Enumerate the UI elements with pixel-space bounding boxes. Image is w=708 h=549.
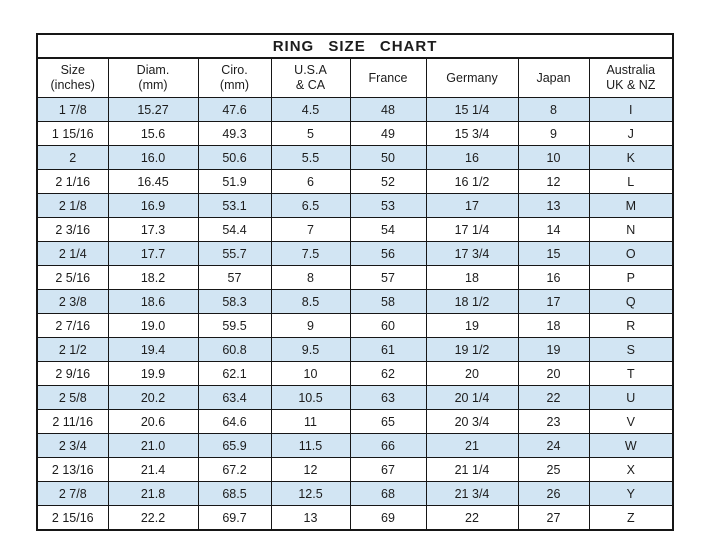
cell-germany: 18 1/2: [426, 290, 518, 314]
cell-australia-uk-nz: T: [589, 362, 673, 386]
cell-australia-uk-nz: N: [589, 218, 673, 242]
column-header-sublabel: (mm): [219, 78, 250, 92]
cell-germany: 15 1/4: [426, 98, 518, 122]
cell-size-inches: 2 5/8: [37, 386, 108, 410]
table-body: [37, 98, 673, 531]
cell-size-inches: 2 11/16: [37, 410, 108, 434]
cell-australia-uk-nz: V: [589, 410, 673, 434]
cell-japan: 9: [518, 122, 589, 146]
cell-usa-ca: 9.5: [271, 338, 350, 362]
chart-title: RING SIZE CHART: [37, 34, 673, 58]
title-row: [37, 34, 673, 58]
cell-diam-mm: 20.6: [108, 410, 198, 434]
cell-usa-ca: 12: [271, 458, 350, 482]
cell-diam-mm: 19.0: [108, 314, 198, 338]
cell-germany: 15 3/4: [426, 122, 518, 146]
cell-germany: 16 1/2: [426, 170, 518, 194]
cell-usa-ca: 6.5: [271, 194, 350, 218]
cell-germany: 17 1/4: [426, 218, 518, 242]
cell-japan: 25: [518, 458, 589, 482]
cell-france: 61: [350, 338, 426, 362]
cell-ciro-mm: 65.9: [198, 434, 271, 458]
column-header-germany: [426, 58, 518, 98]
cell-australia-uk-nz: I: [589, 98, 673, 122]
cell-usa-ca: 12.5: [271, 482, 350, 506]
cell-japan: 26: [518, 482, 589, 506]
cell-france: 68: [350, 482, 426, 506]
cell-australia-uk-nz: Q: [589, 290, 673, 314]
cell-australia-uk-nz: R: [589, 314, 673, 338]
column-header-sublabel: (mm): [138, 78, 168, 92]
cell-ciro-mm: 51.9: [198, 170, 271, 194]
table-row: [37, 242, 673, 266]
table-row: [37, 218, 673, 242]
cell-japan: 16: [518, 266, 589, 290]
cell-germany: 19: [426, 314, 518, 338]
column-header-label: Ciro.: [221, 63, 248, 77]
table-row: [37, 194, 673, 218]
cell-france: 65: [350, 410, 426, 434]
cell-australia-uk-nz: J: [589, 122, 673, 146]
cell-usa-ca: 5: [271, 122, 350, 146]
cell-france: 50: [350, 146, 426, 170]
cell-ciro-mm: 68.5: [198, 482, 271, 506]
table-row: [37, 122, 673, 146]
cell-france: 60: [350, 314, 426, 338]
cell-australia-uk-nz: X: [589, 458, 673, 482]
column-header-ciro-mm: [198, 58, 271, 98]
cell-size-inches: 2 1/4: [37, 242, 108, 266]
cell-size-inches: 2 7/16: [37, 314, 108, 338]
column-header-france: [350, 58, 426, 98]
cell-size-inches: 2 3/8: [37, 290, 108, 314]
cell-usa-ca: 8: [271, 266, 350, 290]
column-header-label: Size: [60, 63, 85, 77]
cell-usa-ca: 7: [271, 218, 350, 242]
column-header-australia-uk-nz: [589, 58, 673, 98]
cell-diam-mm: 19.9: [108, 362, 198, 386]
cell-ciro-mm: 64.6: [198, 410, 271, 434]
cell-ciro-mm: 50.6: [198, 146, 271, 170]
cell-japan: 13: [518, 194, 589, 218]
column-header-sublabel: & CA: [295, 78, 326, 92]
column-header-label: Germany: [446, 70, 498, 85]
ring-size-chart: [36, 33, 672, 525]
column-header-sublabel: UK & NZ: [606, 78, 656, 92]
cell-france: 48: [350, 98, 426, 122]
cell-japan: 20: [518, 362, 589, 386]
cell-france: 58: [350, 290, 426, 314]
table-row: [37, 98, 673, 122]
cell-ciro-mm: 47.6: [198, 98, 271, 122]
cell-france: 56: [350, 242, 426, 266]
cell-australia-uk-nz: S: [589, 338, 673, 362]
cell-japan: 18: [518, 314, 589, 338]
cell-size-inches: 2 3/16: [37, 218, 108, 242]
cell-japan: 12: [518, 170, 589, 194]
cell-australia-uk-nz: M: [589, 194, 673, 218]
cell-germany: 18: [426, 266, 518, 290]
cell-japan: 10: [518, 146, 589, 170]
cell-usa-ca: 13: [271, 506, 350, 531]
cell-ciro-mm: 69.7: [198, 506, 271, 531]
table-row: [37, 338, 673, 362]
column-header-sublabel: (inches): [50, 78, 95, 92]
cell-usa-ca: 9: [271, 314, 350, 338]
cell-australia-uk-nz: L: [589, 170, 673, 194]
cell-japan: 14: [518, 218, 589, 242]
cell-germany: 21 1/4: [426, 458, 518, 482]
cell-size-inches: 2 15/16: [37, 506, 108, 531]
cell-ciro-mm: 62.1: [198, 362, 271, 386]
cell-diam-mm: 19.4: [108, 338, 198, 362]
cell-diam-mm: 21.0: [108, 434, 198, 458]
cell-size-inches: 2 9/16: [37, 362, 108, 386]
cell-australia-uk-nz: U: [589, 386, 673, 410]
cell-usa-ca: 11: [271, 410, 350, 434]
cell-size-inches: 1 7/8: [37, 98, 108, 122]
cell-diam-mm: 16.0: [108, 146, 198, 170]
cell-france: 69: [350, 506, 426, 531]
cell-australia-uk-nz: O: [589, 242, 673, 266]
cell-germany: 17: [426, 194, 518, 218]
cell-japan: 15: [518, 242, 589, 266]
cell-usa-ca: 5.5: [271, 146, 350, 170]
cell-germany: 20: [426, 362, 518, 386]
cell-usa-ca: 11.5: [271, 434, 350, 458]
cell-france: 57: [350, 266, 426, 290]
cell-france: 62: [350, 362, 426, 386]
cell-usa-ca: 10: [271, 362, 350, 386]
cell-ciro-mm: 63.4: [198, 386, 271, 410]
column-header-japan: [518, 58, 589, 98]
table-row: [37, 170, 673, 194]
table-row: [37, 386, 673, 410]
cell-usa-ca: 6: [271, 170, 350, 194]
cell-usa-ca: 7.5: [271, 242, 350, 266]
cell-size-inches: 2 7/8: [37, 482, 108, 506]
cell-diam-mm: 21.8: [108, 482, 198, 506]
cell-ciro-mm: 53.1: [198, 194, 271, 218]
cell-japan: 17: [518, 290, 589, 314]
cell-usa-ca: 8.5: [271, 290, 350, 314]
cell-france: 63: [350, 386, 426, 410]
cell-diam-mm: 22.2: [108, 506, 198, 531]
cell-germany: 22: [426, 506, 518, 531]
cell-diam-mm: 20.2: [108, 386, 198, 410]
cell-usa-ca: 10.5: [271, 386, 350, 410]
cell-germany: 20 1/4: [426, 386, 518, 410]
cell-ciro-mm: 58.3: [198, 290, 271, 314]
cell-ciro-mm: 60.8: [198, 338, 271, 362]
cell-ciro-mm: 57: [198, 266, 271, 290]
cell-france: 52: [350, 170, 426, 194]
column-header-label: Diam.: [136, 63, 170, 77]
cell-germany: 16: [426, 146, 518, 170]
cell-germany: 17 3/4: [426, 242, 518, 266]
cell-germany: 19 1/2: [426, 338, 518, 362]
table-row: [37, 314, 673, 338]
cell-japan: 23: [518, 410, 589, 434]
table-row: [37, 506, 673, 531]
cell-australia-uk-nz: Y: [589, 482, 673, 506]
table-row: [37, 362, 673, 386]
cell-australia-uk-nz: P: [589, 266, 673, 290]
cell-usa-ca: 4.5: [271, 98, 350, 122]
column-header-usa-ca: [271, 58, 350, 98]
table-row: [37, 434, 673, 458]
cell-size-inches: 2 13/16: [37, 458, 108, 482]
cell-germany: 21: [426, 434, 518, 458]
cell-diam-mm: 21.4: [108, 458, 198, 482]
cell-australia-uk-nz: Z: [589, 506, 673, 531]
cell-australia-uk-nz: K: [589, 146, 673, 170]
cell-japan: 27: [518, 506, 589, 531]
table-row: [37, 482, 673, 506]
cell-ciro-mm: 49.3: [198, 122, 271, 146]
column-header-label: France: [368, 70, 408, 85]
table-row: [37, 266, 673, 290]
table-row: [37, 458, 673, 482]
cell-ciro-mm: 67.2: [198, 458, 271, 482]
cell-japan: 22: [518, 386, 589, 410]
ring-size-table: [36, 33, 674, 531]
cell-japan: 8: [518, 98, 589, 122]
cell-diam-mm: 15.6: [108, 122, 198, 146]
cell-size-inches: 2 3/4: [37, 434, 108, 458]
cell-ciro-mm: 55.7: [198, 242, 271, 266]
column-header-label: Australia: [606, 63, 656, 77]
cell-france: 53: [350, 194, 426, 218]
cell-size-inches: 2 1/8: [37, 194, 108, 218]
cell-diam-mm: 16.9: [108, 194, 198, 218]
cell-australia-uk-nz: W: [589, 434, 673, 458]
cell-size-inches: 1 15/16: [37, 122, 108, 146]
cell-size-inches: 2 1/2: [37, 338, 108, 362]
cell-france: 67: [350, 458, 426, 482]
column-header-label: Japan: [536, 70, 571, 85]
cell-size-inches: 2 5/16: [37, 266, 108, 290]
column-header-size-inches: [37, 58, 108, 98]
cell-diam-mm: 16.45: [108, 170, 198, 194]
cell-germany: 21 3/4: [426, 482, 518, 506]
cell-diam-mm: 18.2: [108, 266, 198, 290]
cell-germany: 20 3/4: [426, 410, 518, 434]
cell-france: 66: [350, 434, 426, 458]
cell-size-inches: 2: [37, 146, 108, 170]
cell-diam-mm: 17.3: [108, 218, 198, 242]
table-row: [37, 146, 673, 170]
cell-japan: 19: [518, 338, 589, 362]
cell-france: 54: [350, 218, 426, 242]
header-row: [37, 58, 673, 98]
cell-diam-mm: 18.6: [108, 290, 198, 314]
cell-diam-mm: 17.7: [108, 242, 198, 266]
column-header-diam-mm: [108, 58, 198, 98]
table-row: [37, 410, 673, 434]
table-row: [37, 290, 673, 314]
cell-france: 49: [350, 122, 426, 146]
cell-size-inches: 2 1/16: [37, 170, 108, 194]
cell-diam-mm: 15.27: [108, 98, 198, 122]
cell-ciro-mm: 54.4: [198, 218, 271, 242]
cell-ciro-mm: 59.5: [198, 314, 271, 338]
column-header-label: U.S.A: [294, 63, 327, 77]
cell-japan: 24: [518, 434, 589, 458]
